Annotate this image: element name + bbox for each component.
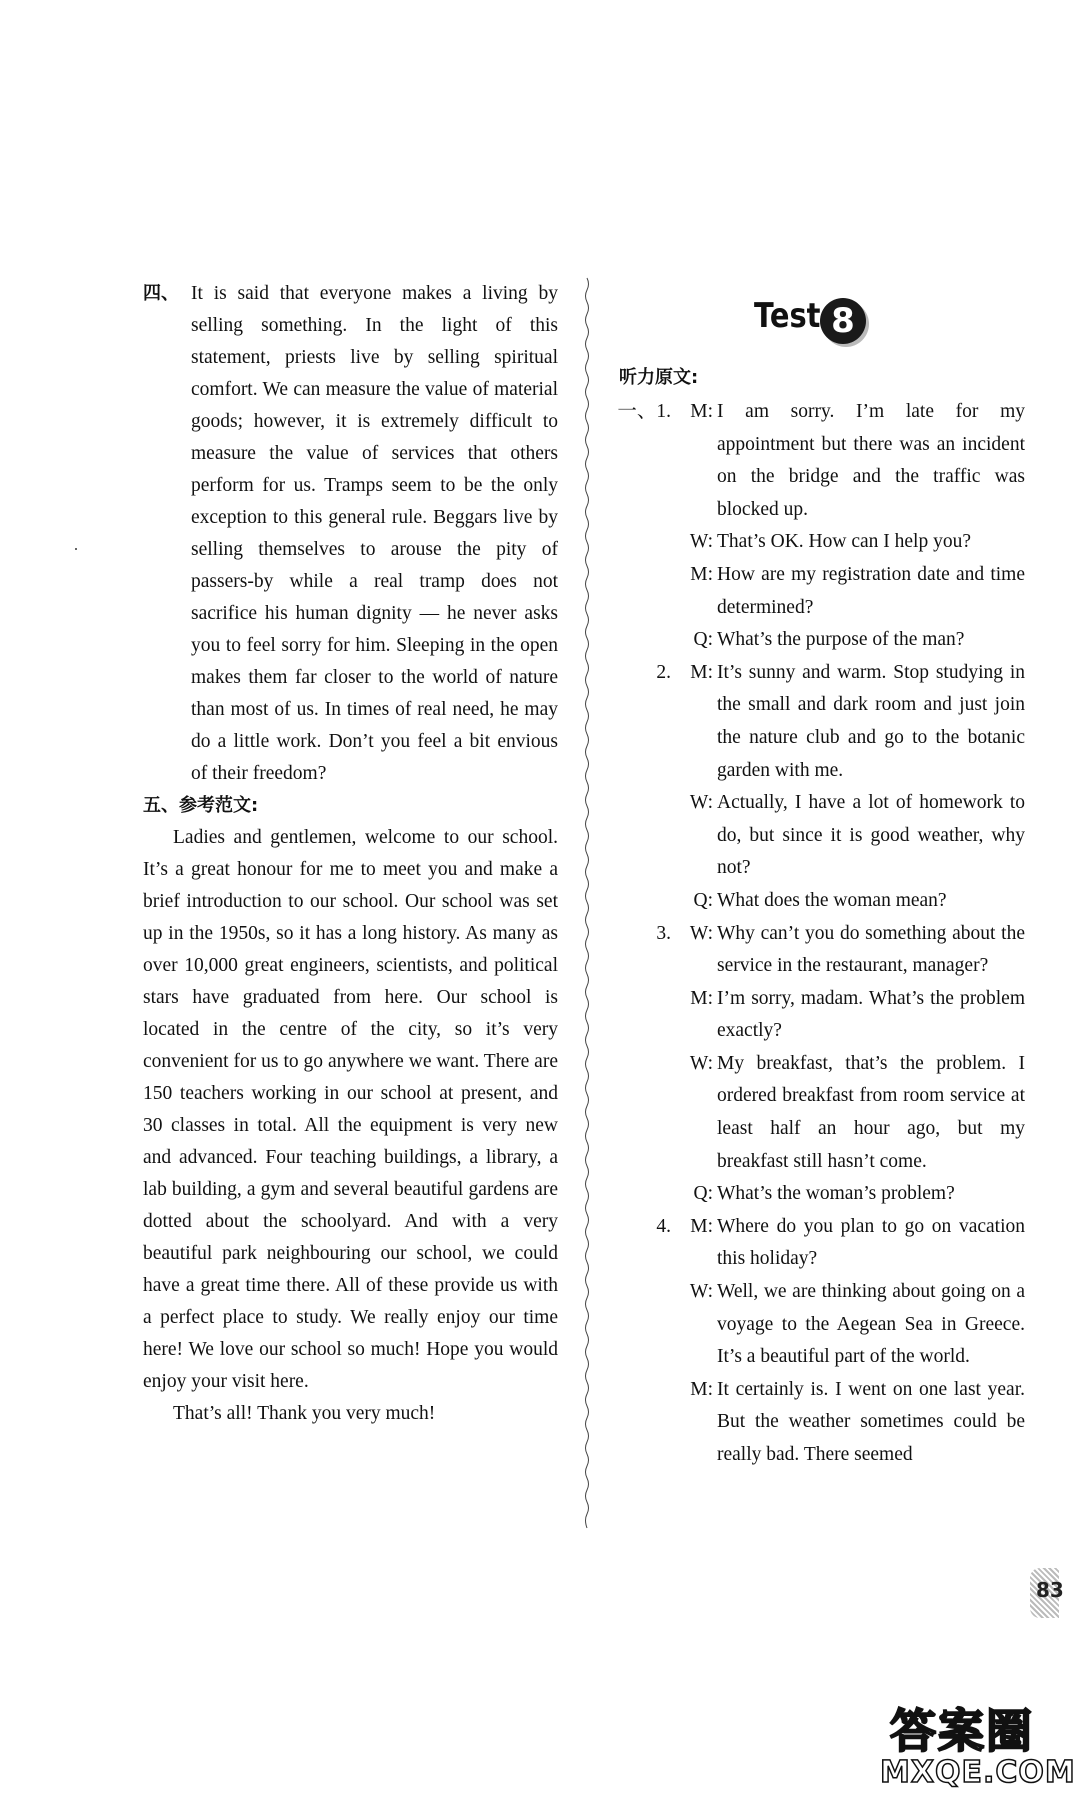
speaker-label: M: bbox=[690, 1378, 713, 1400]
section-four bbox=[143, 278, 558, 790]
dialogue-line bbox=[615, 657, 1025, 787]
dialogue-text: What does the woman mean? bbox=[717, 889, 947, 911]
column-divider bbox=[583, 278, 591, 1528]
test-heading bbox=[754, 296, 894, 356]
dialogue-text: It’s sunny and warm. Stop studying in the small and dark room and just join the nature club and go to the botanic garden with me. bbox=[717, 661, 1025, 781]
dialogue-text: What’s the woman’s problem? bbox=[717, 1183, 955, 1205]
test-number-badge: 8 bbox=[820, 298, 866, 344]
dialogue-line bbox=[615, 885, 1025, 918]
section-four-text: It is said that everyone makes a living by selling something. In the light of this statement, priests live by selling spiritual comfort. We can measure the value of material goods; however, it is extremely difficult to measure the value of services that others perform for us. Tramps seem to be the only exception to this general rule. Beggars live by selling themselves to arouse the pity of passers-by while a real tramp does not sacrifice his human dignity — he never asks you to feel sorry for him. Sleeping in the open makes them far closer to the world of nature than most of us. In times of real need, he may do a little work. Don’t you feel a bit envious of their freedom? bbox=[191, 283, 558, 784]
dialogue-line bbox=[615, 624, 1025, 657]
section-four-marker: 四、 bbox=[143, 283, 179, 304]
speaker-label: Q: bbox=[693, 629, 713, 651]
speaker-label: M: bbox=[690, 1215, 713, 1237]
essay-closing: That’s all! Thank you very much! bbox=[173, 1403, 436, 1424]
speaker-label: M: bbox=[690, 401, 713, 422]
dialogue-line bbox=[615, 1178, 1025, 1211]
dialogue-text: Well, we are thinking about going on a voyage to the Aegean Sea in Greece. It’s a beautiful part of the world. bbox=[717, 1281, 1025, 1368]
dialogue-text: It certainly is. I went on one last year. But the weather sometimes could be really bad. There seemed bbox=[717, 1378, 1025, 1465]
speaker-label: W: bbox=[689, 1281, 713, 1303]
speaker-label: Q: bbox=[693, 889, 713, 911]
dialogue-line bbox=[615, 1276, 1025, 1374]
listening-transcript bbox=[615, 396, 1025, 1472]
item-number: 一、1. bbox=[617, 401, 671, 422]
listening-heading: 听力原文: bbox=[619, 367, 699, 388]
dialogue-line bbox=[615, 1374, 1025, 1472]
speaker-label: W: bbox=[689, 1052, 713, 1074]
dialogue-line bbox=[615, 787, 1025, 885]
speaker-label: M: bbox=[690, 661, 713, 683]
dialogue-line bbox=[615, 983, 1025, 1048]
speaker-label: M: bbox=[690, 563, 713, 585]
watermark-logo-text: 答案圈 bbox=[890, 1704, 1034, 1758]
dialogue-text: That’s OK. How can I help you? bbox=[717, 531, 971, 553]
speaker-label: W: bbox=[689, 922, 713, 944]
dialogue-text: I’m sorry, madam. What’s the problem exactly? bbox=[717, 987, 1025, 1042]
dialogue-text: Why can’t you do something about the service in the restaurant, manager? bbox=[717, 922, 1025, 977]
left-column bbox=[143, 278, 558, 1430]
dialogue-line bbox=[615, 1048, 1025, 1178]
site-watermark bbox=[880, 1695, 1076, 1795]
speaker-label: M: bbox=[690, 987, 713, 1009]
dialogue-line bbox=[615, 1211, 1025, 1276]
dialogue-line bbox=[615, 559, 1025, 624]
item-number: 3. bbox=[656, 922, 671, 944]
dialogue-text: Actually, I have a lot of homework to do, but since it is good weather, why not? bbox=[717, 792, 1025, 879]
item-number: 4. bbox=[656, 1215, 671, 1237]
dialogue-text: What’s the purpose of the man? bbox=[717, 629, 965, 651]
dialogue-text: I am sorry. I’m late for my appointment but there was an incident on the bridge and the traffic was blocked up. bbox=[717, 401, 1025, 520]
sample-essay: Ladies and gentlemen, welcome to our school. It’s a great honour for me to meet you and make a brief introduction to our school. Our school was set up in the 1950s, so it has a long history. As many as over 10,000 great engineers, scientists, and political stars have graduated from here. Our school is located in the centre of the city, so it’s very convenient for us to go anywhere we want. There are 150 teachers working in our school at present, and 30 classes in total. All the equipment is very new and advanced. Four teaching buildings, a library, a lab building, a gym and several beautiful gardens are dotted about the schoolyard. And with a very beautiful park neighbouring our school, we could have a great time there. All of these provide us with a perfect place to study. We really enjoy our time here! We love our school so much! Hope you would enjoy your visit here. bbox=[143, 827, 558, 1392]
dialogue-text: Where do you plan to go on vacation this holiday? bbox=[717, 1215, 1025, 1270]
dialogue-line bbox=[615, 526, 1025, 559]
dialogue-text: How are my registration date and time determined? bbox=[717, 563, 1025, 618]
watermark-url: MXQE.COM bbox=[880, 1755, 1076, 1790]
dialogue-text: My breakfast, that’s the problem. I ordered breakfast from room service at least half an hour ago, but my breakfast still hasn’t come. bbox=[717, 1052, 1025, 1172]
speck bbox=[75, 548, 77, 550]
speaker-label: Q: bbox=[693, 1183, 713, 1205]
section-five-heading: 五、参考范文: bbox=[143, 795, 259, 816]
item-number: 2. bbox=[656, 661, 671, 683]
speaker-label: W: bbox=[689, 792, 713, 814]
speaker-label: W: bbox=[689, 531, 713, 553]
dialogue-line bbox=[615, 918, 1025, 983]
page-number: 83 bbox=[1036, 1578, 1064, 1602]
test-label: Test bbox=[754, 296, 821, 336]
dialogue-line bbox=[615, 396, 1025, 526]
